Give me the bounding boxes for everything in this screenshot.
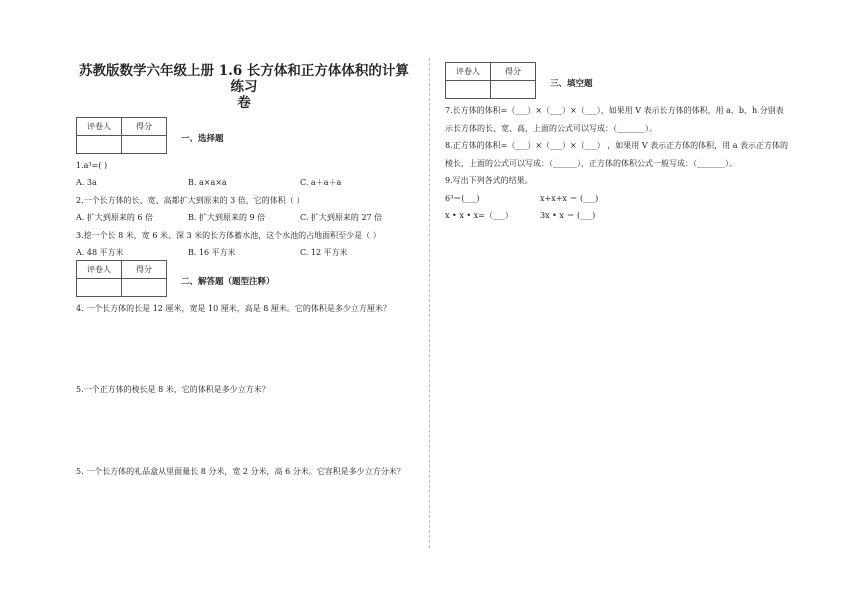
option-b[interactable]: B. a×a×a (188, 178, 227, 187)
title-line-2: 卷 (237, 95, 251, 111)
question-stem: 3.挖一个长 8 米，宽 6 米、深 3 米的长方体蓄水池，这个水池的占地面积至少是（ ） (76, 231, 381, 240)
section-title-choice: 一、选择题 (181, 134, 224, 144)
option-c[interactable]: C. 12 平方米 (300, 248, 348, 257)
right-column (445, 60, 790, 224)
score-table (76, 117, 167, 154)
question-7: 7.长方体的体积=（___）×（___）×（___），如果用 V 表示长方体的体积，用 a、b、h 分别表示长方体的长、宽、高，上面的公式可以写成：（_______）。 (445, 106, 784, 133)
left-column (76, 60, 412, 478)
question-2 (76, 194, 412, 224)
score-cell[interactable] (122, 278, 167, 296)
question-stem: 1.a³=( ) (76, 161, 108, 170)
option-c[interactable]: C. 扩大到原来的 27 倍 (300, 213, 383, 222)
title-line-1: 苏教版数学六年级上册 1.6 长方体和正方体体积的计算练习 (79, 63, 409, 95)
option-list (76, 246, 412, 259)
question-1 (76, 159, 412, 189)
question-6: 5. 一个长方体的礼品盒从里面量长 8 分米，宽 2 分米，高 6 分米。它容积是多少立方分米？ (76, 467, 405, 476)
option-c[interactable]: C. a＋a＋a (300, 178, 342, 187)
option-a[interactable]: A. 48 平方米 (76, 248, 124, 257)
expression: x • x • x=（___） (445, 210, 513, 220)
question-3 (76, 229, 412, 259)
expression-row (445, 190, 790, 207)
question-9: 9.写出下列各式的结果。 (445, 176, 533, 185)
expression-row (445, 207, 790, 224)
reviewer-header: 评卷人 (446, 62, 491, 80)
option-b[interactable]: B. 扩大到原来的 9 倍 (188, 213, 266, 222)
score-cell[interactable] (122, 135, 167, 153)
score-header: 得分 (491, 62, 536, 80)
score-row-fill (445, 60, 790, 100)
score-row-answer (76, 258, 412, 298)
option-a[interactable]: A. 扩大到原来的 6 倍 (76, 213, 154, 222)
question-8: 8.正方体的体积=（___）×（___）×（___） ，如果用 V 表示正方体的体积，用 a 表示正方体的棱长，上面的公式可以写成：（______），正方体的体积公式一般写成：（_______）。 (445, 141, 789, 168)
option-b[interactable]: B. 16 平方米 (188, 248, 236, 257)
score-header: 得分 (122, 260, 167, 278)
question-stem: 2.一个长方体的长、宽、高都扩大到原来的 3 倍，它的体积（ ） (76, 196, 305, 205)
page-title (76, 63, 412, 111)
expression: x+x+x ＝ (___) (540, 193, 599, 203)
reviewer-header: 评卷人 (77, 260, 122, 278)
column-divider (429, 58, 430, 548)
section-title-answer: 二、解答题（题型注释） (181, 277, 275, 287)
reviewer-cell[interactable] (446, 80, 491, 98)
option-list (76, 211, 412, 224)
score-table (445, 62, 536, 99)
expression: 6³＝(___) (445, 193, 480, 203)
score-header: 得分 (122, 117, 167, 135)
reviewer-cell[interactable] (77, 278, 122, 296)
question-5: 5.一个正方体的棱长是 8 米，它的体积是多少立方米？ (76, 385, 270, 394)
option-list (76, 176, 412, 189)
score-table (76, 260, 167, 297)
question-4: 4. 一个长方体的长是 12 厘米，宽是 10 厘米，高是 8 厘米。它的体积是多少立方厘米？ (76, 304, 391, 313)
score-cell[interactable] (491, 80, 536, 98)
score-row-choice (76, 115, 412, 155)
reviewer-header: 评卷人 (77, 117, 122, 135)
expression: 3x • x ＝ (___) (540, 210, 596, 220)
option-a[interactable]: A. 3a (76, 178, 97, 187)
section-title-fill: 三、填空题 (550, 79, 593, 89)
reviewer-cell[interactable] (77, 135, 122, 153)
